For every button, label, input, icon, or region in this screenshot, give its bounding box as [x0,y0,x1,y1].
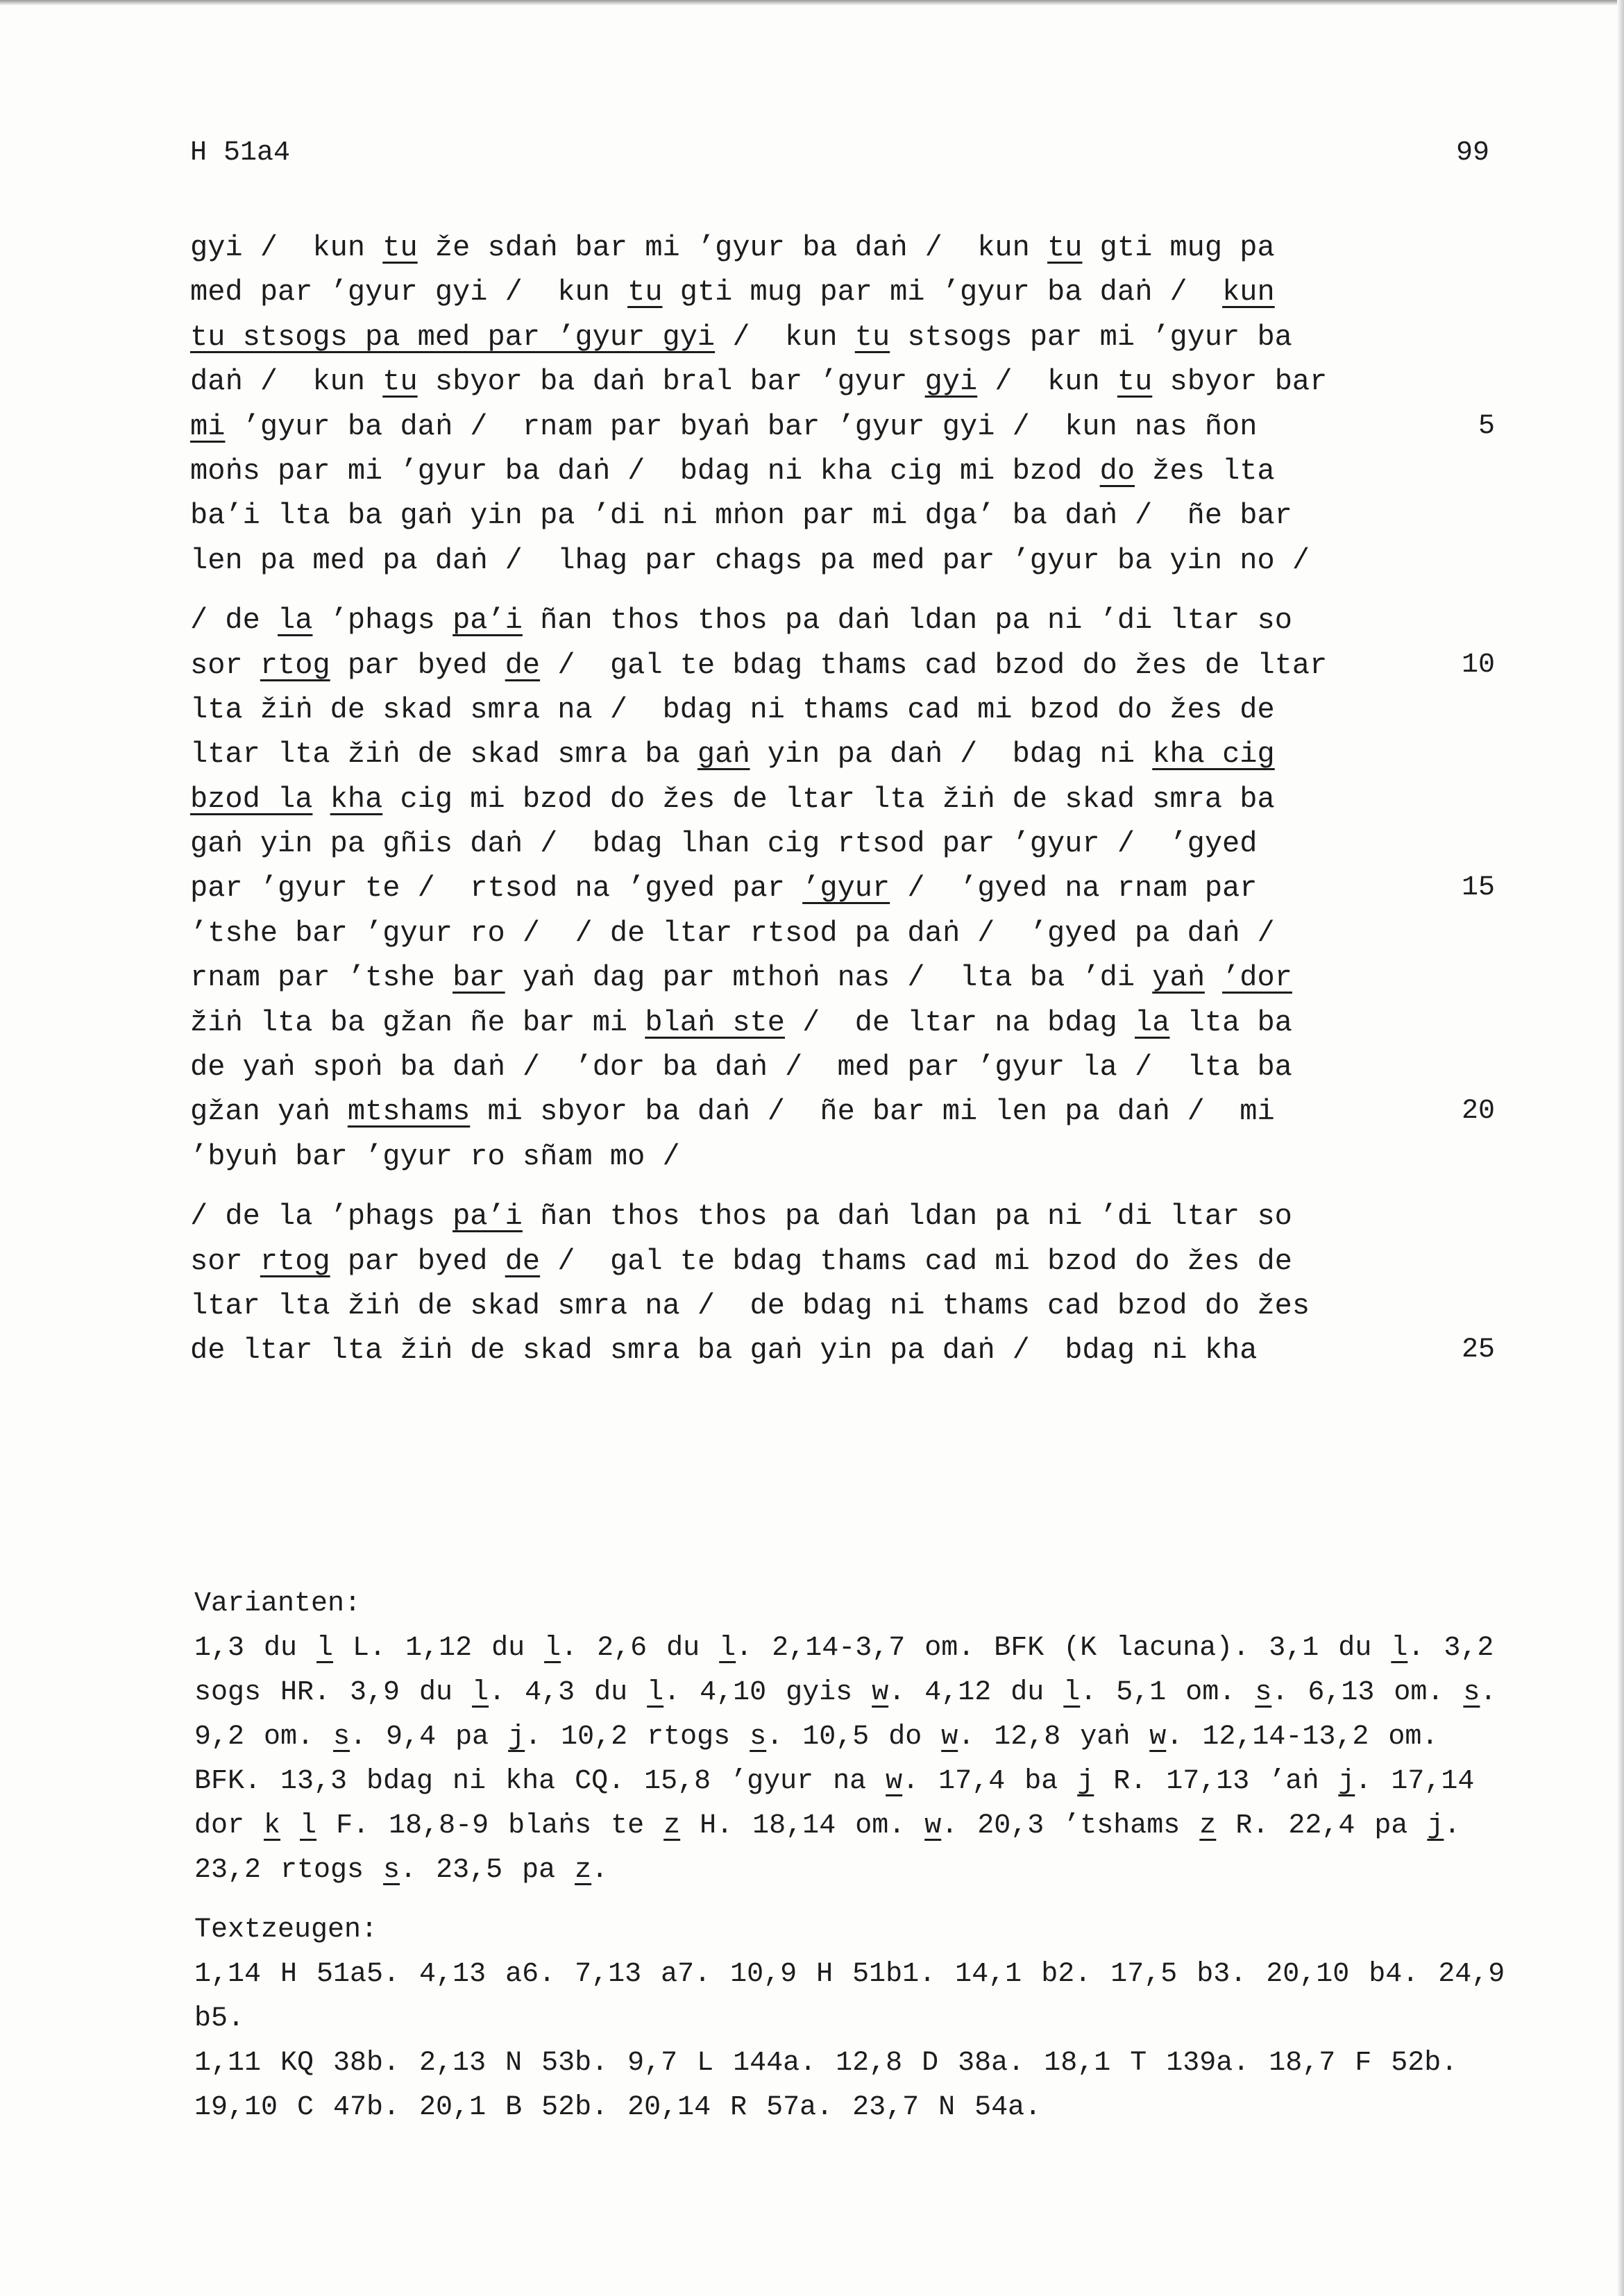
text-segment: par ’gyur te / rtsod na ’gyed par [190,871,803,905]
text-segment: daṅ / kun [190,365,383,399]
text-line [190,449,1495,493]
underlined-reading: la [278,604,313,638]
underlined-reading: s [1463,1677,1480,1708]
underlined-reading: yaṅ [1152,961,1205,995]
text-segment: gti mug pa [1082,231,1275,264]
text-segment: . 9,2 om. [194,1677,1497,1753]
text-segment: . 4,12 du [888,1677,1064,1708]
text-segment: ’phags [312,604,453,638]
text-line [190,1194,1495,1239]
underlined-reading: mi [190,409,226,443]
underlined-reading: kha cig [1152,738,1275,772]
line-number: 5 [1478,410,1495,442]
text-line [190,1239,1495,1284]
text-segment: F. 18,8-9 blaṅs te [316,1810,664,1842]
text-segment: . 17,14 dor [194,1766,1475,1842]
text-line [190,1001,1495,1045]
text-line [190,777,1495,822]
underlined-reading: mtshams [347,1095,471,1129]
underlined-reading: la [1135,1005,1170,1039]
text-segment: . 12,14-13,2 om. BFK. 13,3 bdag ni kha CQ. 15,8 ’gyur na [194,1721,1439,1797]
text-segment: par byed [330,648,505,682]
underlined-reading: ’gyur [802,871,890,905]
text-segment: sor [190,648,260,682]
underlined-reading: kha [330,782,383,816]
underlined-reading: s [1255,1677,1272,1708]
underlined-reading: tu [1047,231,1083,264]
text-line [190,1045,1495,1089]
text-segment: ltar lta žiṅ de skad smra na / de bdag ni thams cad bzod do žes [190,1289,1310,1323]
underlined-reading: bar [452,961,505,995]
text-segment: . 2,6 du [561,1633,720,1664]
underlined-reading: w [941,1721,958,1753]
underlined-reading: do [1099,454,1135,488]
text-segment: . 5,1 om. [1080,1677,1255,1708]
underlined-reading: rtog [260,1244,330,1278]
text-segment [280,1810,300,1842]
underlined-reading: l [300,1810,317,1842]
text-line [190,226,1495,270]
underlined-reading: w [1149,1721,1167,1753]
underlined-reading: j [1077,1766,1094,1797]
text-segment: lta žiṅ de skad smra na / bdag ni thams cad mi bzod do žes de [190,692,1275,726]
text-segment: gžan yaṅ [190,1095,348,1129]
text-line [190,955,1495,1000]
text-segment: / kun [715,320,855,354]
text-segment: sor [190,1244,260,1278]
text-segment: . 10,5 do [766,1721,942,1753]
text-line [190,405,1495,449]
text-segment: gyi / kun [190,231,383,264]
text-segment: ba’i lta ba gaṅ yin pa ’di ni mṅon par mi dga’ ba daṅ / ñe bar [190,499,1292,533]
apparatus-entry [194,1953,1513,2041]
underlined-reading: l [647,1677,664,1708]
underlined-reading: bzod la [190,782,313,816]
underlined-reading: w [872,1677,889,1708]
page-right-edge [1617,0,1624,2296]
underlined-reading: tu [1117,365,1153,399]
text-line [190,1284,1495,1328]
underlined-reading: gaṅ [697,738,750,772]
text-segment: 1,11 KQ 38b. 2,13 N 53b. 9,7 L 144a. 12,8 D 38a. 18,1 T 139a. 18,7 F 52b. 19,10 C 47b. 20,1 B 52b. 20,14 R 57a. 23,7 N 54a. [194,2048,1458,2123]
underlined-reading: de [505,1244,541,1278]
text-segment: ñan thos thos pa daṅ ldan pa ni ’di ltar so [522,604,1292,638]
text-line [190,538,1495,583]
underlined-reading: tu [854,320,890,354]
text-segment: . 23,2 rtogs [194,1810,1461,1886]
underlined-reading: j [508,1721,525,1753]
underlined-reading: tu [382,231,418,264]
folio-reference: H 51a4 [190,137,291,169]
text-segment: . 10,2 rtogs [525,1721,750,1753]
text-line [190,643,1495,688]
line-number: 15 [1461,872,1495,904]
apparatus-entry [194,2041,1513,2130]
text-segment: 1,14 H 51a5. 4,13 a6. 7,13 a7. 10,9 H 51b1. 14,1 b2. 17,5 b3. 20,10 b4. 24,9 b5. [194,1959,1505,2034]
text-segment: žes lta [1135,454,1275,488]
underlined-reading: de [505,648,541,682]
text-segment: . 23,5 pa [400,1855,575,1886]
text-segment: ñan thos thos pa daṅ ldan pa ni ’di ltar so [522,1200,1292,1234]
apparatus-heading: Varianten: [194,1588,362,1619]
line-number: 20 [1461,1096,1495,1128]
text-segment: ’tshe bar ’gyur ro / / de ltar rtsod pa daṅ / ’gyed pa daṅ / [190,916,1275,950]
text-segment: ’byuṅ bar ’gyur ro sñam mo / [190,1139,680,1173]
apparatus-entry [194,1626,1513,1893]
text-segment: . 4,3 du [489,1677,648,1708]
text-segment: mi sbyor ba daṅ / ñe bar mi len pa daṅ / mi [470,1095,1275,1129]
underlined-reading: tu [382,365,418,399]
page-top-edge [0,0,1624,6]
text-segment [312,783,330,816]
text-line [190,866,1495,910]
text-segment: stsogs par mi ’gyur ba [890,320,1292,354]
apparatus-heading: Textzeugen: [194,1914,378,1946]
underlined-reading: gyi [924,365,978,399]
text-segment: len pa med pa daṅ / lhag par chags pa med par ’gyur ba yin no / [190,543,1310,577]
line-number: 10 [1461,649,1495,681]
text-line [190,822,1495,866]
text-segment: de ltar lta žiṅ de skad smra ba gaṅ yin pa daṅ / bdag ni kha [190,1334,1258,1368]
underlined-reading: l [544,1633,561,1664]
critical-apparatus [194,1582,1513,2130]
text-segment: . 17,4 ba [902,1766,1078,1797]
text-line [190,598,1495,643]
underlined-reading: j [1338,1766,1355,1797]
text-segment: že sdaṅ bar mi ’gyur ba daṅ / kun [417,231,1048,264]
underlined-reading: tu stsogs pa med par ’gyur gyi [190,320,716,354]
underlined-reading: w [924,1810,942,1842]
text-segment: rnam par ’tshe [190,961,453,995]
text-line [190,315,1495,359]
text-line [190,359,1495,404]
underlined-reading: l [1063,1677,1081,1708]
text-segment: R. 17,13 ’aṅ [1094,1766,1339,1797]
text-line [190,1089,1495,1134]
text-segment: . 6,13 om. [1271,1677,1464,1708]
text-segment: žiṅ lta ba gžan ñe bar mi [190,1005,645,1039]
text-segment [1205,961,1222,994]
text-line [190,688,1495,732]
underlined-reading: s [333,1721,350,1753]
underlined-reading: blaṅ ste [645,1005,785,1039]
underlined-reading: z [1199,1810,1217,1842]
underlined-reading: pa’i [452,1200,523,1234]
text-line [190,493,1495,538]
text-segment: sbyor ba daṅ bral bar ’gyur [417,365,925,399]
text-line [190,732,1495,776]
text-line [190,1134,1495,1179]
underlined-reading: s [750,1721,767,1753]
text-segment: yin pa daṅ / bdag ni [750,738,1153,772]
underlined-reading: z [575,1855,592,1886]
text-line [190,1328,1495,1372]
underlined-reading: tu [627,275,663,309]
text-segment: ’gyur ba daṅ / rnam par byaṅ bar ’gyur gyi / kun nas ñon [225,409,1258,443]
edited-text [190,226,1495,1373]
text-segment: H. 18,14 om. [680,1810,925,1842]
line-number: 25 [1461,1334,1495,1366]
page-number: 99 [1455,137,1489,169]
text-segment: R. 22,4 pa [1216,1810,1428,1842]
text-segment: sbyor bar [1152,365,1328,399]
text-segment: . [591,1855,609,1886]
text-segment: L. 1,12 du [333,1633,545,1664]
text-segment: / gal te bdag thams cad bzod do žes de ltar [540,648,1328,682]
text-segment: / de la ’phags [190,1200,453,1234]
underlined-reading: l [1391,1633,1408,1664]
text-segment: / de ltar na bdag [784,1005,1135,1039]
underlined-reading: pa’i [452,604,523,638]
text-segment: / ’gyed na rnam par [890,871,1258,905]
text-segment: moṅs par mi ’gyur ba daṅ / bdag ni kha cig mi bzod [190,454,1100,488]
text-segment: ltar lta žiṅ de skad smra ba [190,738,697,772]
text-segment: . 3,2 sogs HR. 3,9 du [194,1633,1494,1708]
text-segment: par byed [330,1244,505,1278]
text-segment: 1,3 du [194,1633,317,1664]
underlined-reading: l [719,1633,736,1664]
underlined-reading: l [316,1633,334,1664]
underlined-reading: l [472,1677,489,1708]
underlined-reading: ’dor [1222,961,1292,995]
underlined-reading: j [1427,1810,1444,1842]
text-segment: . 12,8 yaṅ [958,1721,1150,1753]
text-segment: de yaṅ spoṅ ba daṅ / ’dor ba daṅ / med par ’gyur la / lta ba [190,1051,1292,1085]
text-segment: / gal te bdag thams cad mi bzod do žes de [540,1244,1292,1278]
text-segment: . 20,3 ’tshams [941,1810,1200,1842]
text-segment: / de [190,604,278,638]
underlined-reading: w [886,1766,903,1797]
text-line [190,270,1495,314]
text-segment: med par ’gyur gyi / kun [190,275,628,309]
text-segment: gti mug par mi ’gyur ba daṅ / [662,275,1223,309]
page-header [190,135,1489,171]
underlined-reading: k [264,1810,281,1842]
text-line [190,911,1495,955]
text-segment: . 4,10 gyis [663,1677,872,1708]
underlined-reading: s [383,1855,400,1886]
underlined-reading: rtog [260,648,330,682]
text-segment: gaṅ yin pa gñis daṅ / bdag lhan cig rtsod par ’gyur / ’gyed [190,827,1258,861]
underlined-reading: z [663,1810,681,1842]
text-segment: yaṅ dag par mthoṅ nas / lta ba ’di [505,961,1153,995]
text-segment: . 9,4 pa [350,1721,509,1753]
text-segment: . 2,14-3,7 om. BFK (K lacuna). 3,1 du [736,1633,1392,1664]
text-segment: cig mi bzod do žes de ltar lta žiṅ de skad smra ba [382,782,1275,816]
text-segment: lta ba [1169,1005,1292,1039]
underlined-reading: kun [1222,275,1275,309]
text-segment: / kun [977,365,1117,399]
